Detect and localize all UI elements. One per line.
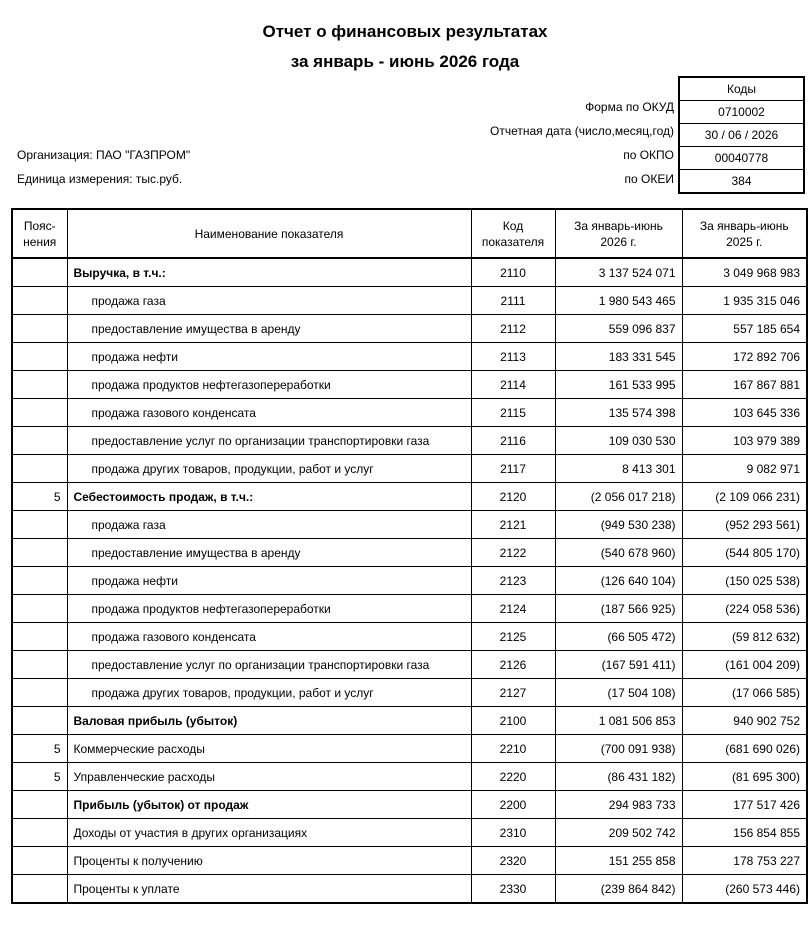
column-header-code: Код показателя (471, 209, 555, 258)
report-date-value: 30 / 06 / 2026 (679, 124, 804, 147)
row-code: 2110 (471, 258, 555, 287)
row-note (12, 847, 67, 875)
row-code: 2116 (471, 427, 555, 455)
row-current-value: 8 413 301 (555, 455, 682, 483)
row-name: Коммерческие расходы (67, 735, 471, 763)
row-current-value: 151 255 858 (555, 847, 682, 875)
okud-value: 0710002 (679, 101, 804, 124)
row-code: 2320 (471, 847, 555, 875)
row-current-value: (2 056 017 218) (555, 483, 682, 511)
codes-heading: Коды (679, 77, 804, 101)
row-current-value: (949 530 238) (555, 511, 682, 539)
column-header-name: Наименование показателя (67, 209, 471, 258)
row-code: 2120 (471, 483, 555, 511)
table-row (12, 455, 807, 483)
row-previous-value: 103 979 389 (682, 427, 807, 455)
row-previous-value: 103 645 336 (682, 399, 807, 427)
table-row (12, 763, 807, 791)
row-note (12, 343, 67, 371)
row-note (12, 399, 67, 427)
row-code: 2220 (471, 763, 555, 791)
row-code: 2114 (471, 371, 555, 399)
row-current-value: (540 678 960) (555, 539, 682, 567)
table-row (12, 707, 807, 735)
row-current-value: (126 640 104) (555, 567, 682, 595)
row-code: 2330 (471, 875, 555, 904)
row-name: продажа продуктов нефтегазопереработки (67, 595, 471, 623)
report-title: Отчет о финансовых результатах (262, 22, 548, 41)
row-current-value: 294 983 733 (555, 791, 682, 819)
row-previous-value: (17 066 585) (682, 679, 807, 707)
table-row (12, 623, 807, 651)
table-row (12, 343, 807, 371)
row-code: 2113 (471, 343, 555, 371)
row-code: 2200 (471, 791, 555, 819)
table-row (12, 539, 807, 567)
row-current-value: 109 030 530 (555, 427, 682, 455)
row-note (12, 819, 67, 847)
table-row (12, 483, 807, 511)
row-current-value: (17 504 108) (555, 679, 682, 707)
table-row (12, 427, 807, 455)
row-previous-value: 3 049 968 983 (682, 258, 807, 287)
row-name: предоставление услуг по организации транспортировки газа (67, 427, 471, 455)
row-name: продажа нефти (67, 343, 471, 371)
table-row (12, 371, 807, 399)
row-previous-value: (81 695 300) (682, 763, 807, 791)
row-current-value: 1 980 543 465 (555, 287, 682, 315)
row-note (12, 427, 67, 455)
row-code: 2127 (471, 679, 555, 707)
codes-box (678, 76, 805, 194)
unit-label: Единица измерения: тыс.руб. (17, 172, 183, 186)
row-note (12, 287, 67, 315)
row-note (12, 511, 67, 539)
row-current-value: (700 091 938) (555, 735, 682, 763)
row-current-value: (187 566 925) (555, 595, 682, 623)
row-note (12, 595, 67, 623)
row-previous-value: 1 935 315 046 (682, 287, 807, 315)
table-row (12, 315, 807, 343)
row-current-value: 161 533 995 (555, 371, 682, 399)
row-previous-value: 178 753 227 (682, 847, 807, 875)
row-code: 2111 (471, 287, 555, 315)
row-previous-value: (952 293 561) (682, 511, 807, 539)
table-row (12, 258, 807, 287)
row-name: продажа газа (67, 287, 471, 315)
row-previous-value: (260 573 446) (682, 875, 807, 904)
table-row (12, 791, 807, 819)
table-row (12, 287, 807, 315)
row-previous-value: (681 690 026) (682, 735, 807, 763)
row-note (12, 651, 67, 679)
row-previous-value: (2 109 066 231) (682, 483, 807, 511)
column-header-note: Пояс- нения (12, 209, 67, 258)
row-note (12, 539, 67, 567)
row-previous-value: (224 058 536) (682, 595, 807, 623)
row-code: 2100 (471, 707, 555, 735)
row-code: 2122 (471, 539, 555, 567)
row-note (12, 679, 67, 707)
okpo-label: по ОКПО (623, 148, 674, 162)
row-code: 2125 (471, 623, 555, 651)
row-current-value: 135 574 398 (555, 399, 682, 427)
organization-label: Организация: ПАО "ГАЗПРОМ" (17, 148, 191, 162)
row-previous-value: 940 902 752 (682, 707, 807, 735)
row-previous-value: 9 082 971 (682, 455, 807, 483)
row-name: продажа газового конденсата (67, 399, 471, 427)
table-row (12, 511, 807, 539)
row-name: предоставление имущества в аренду (67, 315, 471, 343)
okud-label: Форма по ОКУД (585, 100, 674, 114)
row-note (12, 623, 67, 651)
row-name: Валовая прибыль (убыток) (67, 707, 471, 735)
row-previous-value: 177 517 426 (682, 791, 807, 819)
row-current-value: (239 864 842) (555, 875, 682, 904)
report-period: за январь - июнь 2026 года (290, 52, 520, 71)
row-previous-value: 172 892 706 (682, 343, 807, 371)
table-row (12, 651, 807, 679)
okei-label: по ОКЕИ (624, 172, 674, 186)
row-previous-value: 167 867 881 (682, 371, 807, 399)
row-previous-value: (161 004 209) (682, 651, 807, 679)
row-code: 2210 (471, 735, 555, 763)
row-current-value: 183 331 545 (555, 343, 682, 371)
row-code: 2310 (471, 819, 555, 847)
table-header-row (12, 209, 807, 258)
column-header-previous-period: За январь-июнь 2025 г. (682, 209, 807, 258)
row-note: 5 (12, 735, 67, 763)
row-note (12, 455, 67, 483)
table-row (12, 735, 807, 763)
row-name: предоставление имущества в аренду (67, 539, 471, 567)
financial-results-table (11, 208, 808, 904)
row-code: 2117 (471, 455, 555, 483)
okei-value: 384 (679, 170, 804, 194)
column-header-current-period: За январь-июнь 2026 г. (555, 209, 682, 258)
row-name: Доходы от участия в других организациях (67, 819, 471, 847)
row-note: 5 (12, 763, 67, 791)
row-name: Прибыль (убыток) от продаж (67, 791, 471, 819)
row-name: продажа газа (67, 511, 471, 539)
row-current-value: 559 096 837 (555, 315, 682, 343)
row-current-value: (66 505 472) (555, 623, 682, 651)
table-row (12, 567, 807, 595)
row-current-value: (167 591 411) (555, 651, 682, 679)
row-name: Управленческие расходы (67, 763, 471, 791)
row-name: Проценты к получению (67, 847, 471, 875)
row-previous-value: (59 812 632) (682, 623, 807, 651)
row-note (12, 707, 67, 735)
row-code: 2112 (471, 315, 555, 343)
row-note (12, 258, 67, 287)
row-name: Проценты к уплате (67, 875, 471, 904)
row-code: 2126 (471, 651, 555, 679)
row-name: продажа продуктов нефтегазопереработки (67, 371, 471, 399)
row-name: Себестоимость продаж, в т.ч.: (67, 483, 471, 511)
row-current-value: 3 137 524 071 (555, 258, 682, 287)
row-previous-value: 557 185 654 (682, 315, 807, 343)
row-name: Выручка, в т.ч.: (67, 258, 471, 287)
table-row (12, 595, 807, 623)
row-name: продажа нефти (67, 567, 471, 595)
row-previous-value: 156 854 855 (682, 819, 807, 847)
row-name: продажа газового конденсата (67, 623, 471, 651)
row-previous-value: (150 025 538) (682, 567, 807, 595)
row-note (12, 567, 67, 595)
row-name: продажа других товаров, продукции, работ и услуг (67, 679, 471, 707)
row-code: 2115 (471, 399, 555, 427)
table-row (12, 819, 807, 847)
row-name: продажа других товаров, продукции, работ и услуг (67, 455, 471, 483)
row-current-value: 209 502 742 (555, 819, 682, 847)
row-current-value: 1 081 506 853 (555, 707, 682, 735)
row-code: 2123 (471, 567, 555, 595)
row-note: 5 (12, 483, 67, 511)
row-note (12, 371, 67, 399)
row-note (12, 791, 67, 819)
table-row (12, 875, 807, 904)
row-code: 2121 (471, 511, 555, 539)
row-note (12, 875, 67, 904)
table-row (12, 399, 807, 427)
okpo-value: 00040778 (679, 147, 804, 170)
report-date-label: Отчетная дата (число,месяц,год) (489, 124, 674, 138)
table-row (12, 847, 807, 875)
table-row (12, 679, 807, 707)
row-note (12, 315, 67, 343)
row-previous-value: (544 805 170) (682, 539, 807, 567)
row-current-value: (86 431 182) (555, 763, 682, 791)
row-code: 2124 (471, 595, 555, 623)
row-name: предоставление услуг по организации транспортировки газа (67, 651, 471, 679)
